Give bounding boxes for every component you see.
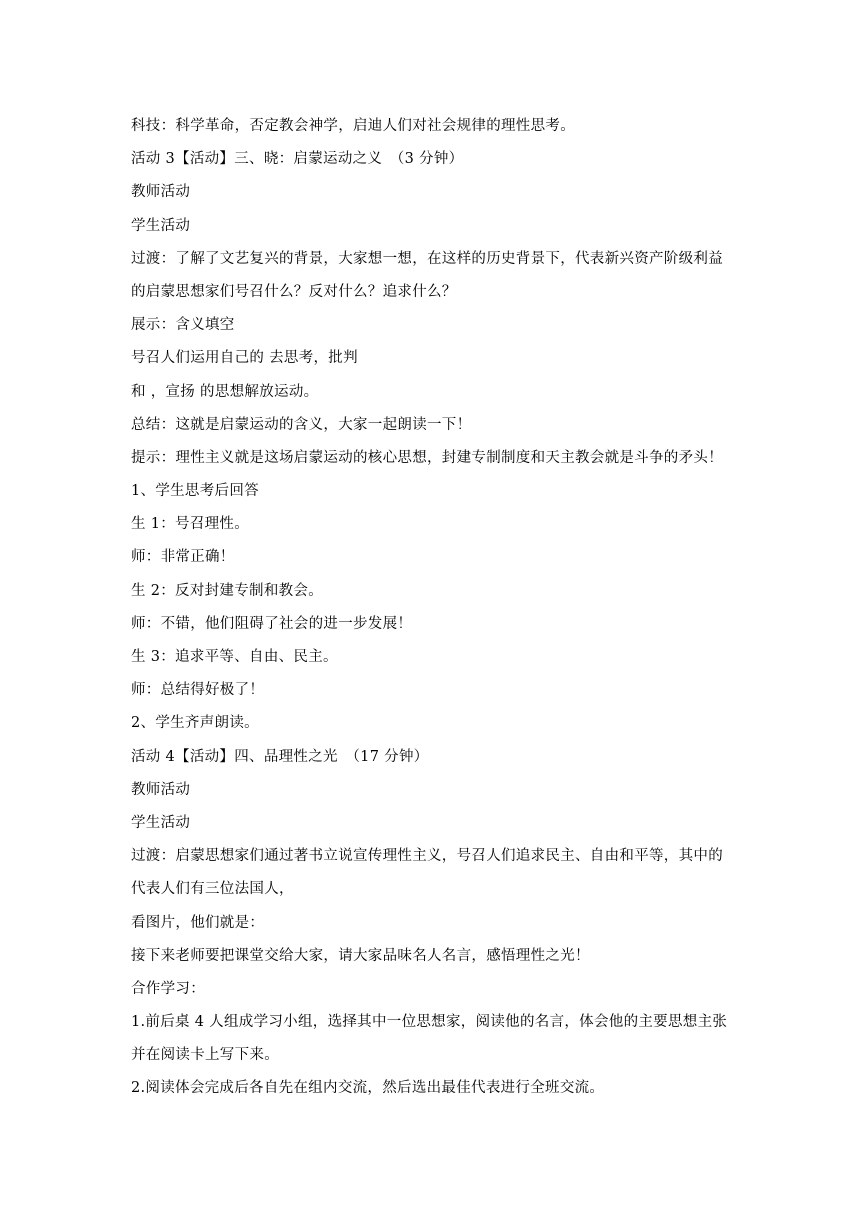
text-line: 过渡：了解了文艺复兴的背景，大家想一想，在这样的历史背景下，代表新兴资产阶级利益	[131, 250, 723, 267]
text-line: 合作学习：	[131, 980, 205, 997]
dialogue-line: 生 2：反对封建专制和教会。	[131, 582, 324, 599]
text-line: 并在阅读卡上写下来。	[131, 1047, 279, 1064]
text-line: 接下来老师要把课堂交给大家，请大家品味名人名言，感悟理性之光！	[131, 947, 590, 964]
text-line: 1、学生思考后回答	[131, 483, 259, 500]
text-line: 科技：科学革命，否定教会神学，启迪人们对社会规律的理性思考。	[131, 118, 575, 134]
activity-heading: 活动 4【活动】四、品理性之光 （17 分钟）	[131, 748, 429, 765]
fill-blank-line: 号召人们运用自己的 去思考，批判	[131, 350, 358, 367]
text-line: 代表人们有三位法国人，	[131, 881, 294, 898]
section-label-teacher: 教师活动	[131, 781, 191, 798]
section-label-teacher: 教师活动	[131, 184, 191, 201]
text-line: 总结：这就是启蒙运动的含义，大家一起朗读一下！	[131, 416, 472, 433]
text-line: 2.阅读体会完成后各自先在组内交流，然后选出最佳代表进行全班交流。	[131, 1080, 605, 1097]
dialogue-line: 生 1：号召理性。	[131, 516, 250, 533]
dialogue-line: 生 3：追求平等、自由、民主。	[131, 649, 338, 665]
section-label-student: 学生活动	[131, 814, 191, 831]
text-line: 的启蒙思想家们号召什么？反对什么？追求什么？	[131, 283, 457, 300]
dialogue-line: 师：非常正确！	[131, 549, 235, 566]
text-line: 看图片，他们就是：	[131, 914, 265, 931]
text-line: 展示：含义填空	[131, 317, 235, 334]
section-label-student: 学生活动	[131, 217, 191, 234]
text-line: 提示：理性主义就是这场启蒙运动的核心思想，封建专制制度和天主教会就是斗争的矛头！	[131, 449, 723, 466]
dialogue-line: 师：总结得好极了！	[131, 682, 265, 699]
dialogue-line: 师：不错，他们阻碍了社会的进一步发展！	[131, 615, 413, 632]
text-line: 1.前后桌 4 人组成学习小组，选择其中一位思想家，阅读他的名言，体会他的主要思想主张	[131, 1014, 728, 1031]
text-line: 过渡：启蒙思想家们通过著书立说宣传理性主义，号召人们追求民主、自由和平等，其中的	[131, 848, 723, 865]
fill-blank-line: 和 ，宣扬 的思想解放运动。	[131, 383, 319, 400]
text-line: 2、学生齐声朗读。	[131, 715, 259, 732]
activity-heading: 活动 3【活动】三、晓：启蒙运动之义 （3 分钟）	[131, 151, 464, 168]
document-body	[131, 110, 736, 1106]
